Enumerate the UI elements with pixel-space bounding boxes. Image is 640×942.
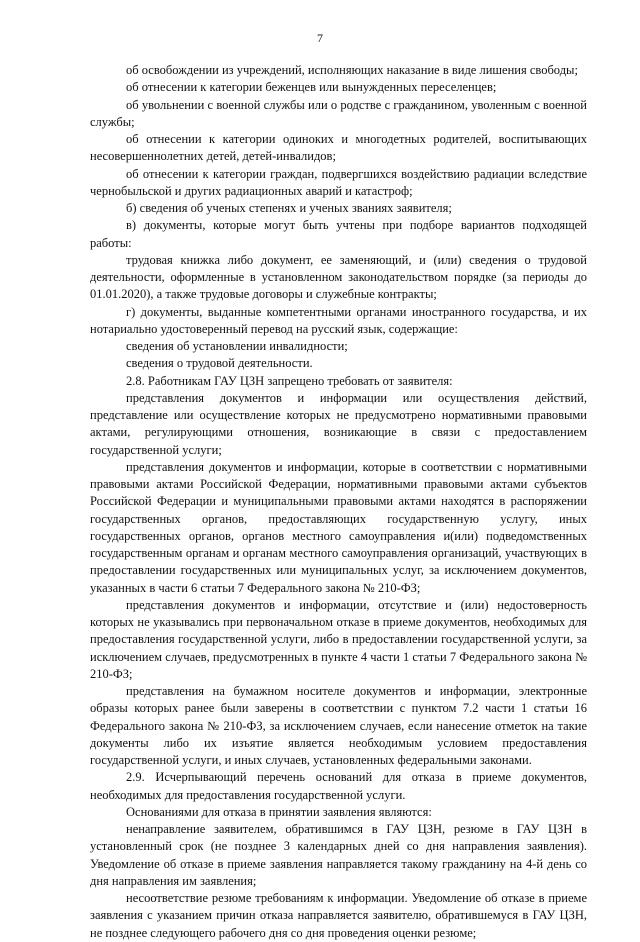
- paragraph: б) сведения об ученых степенях и ученых званиях заявителя;: [126, 201, 452, 215]
- paragraph: об освобождении из учреждений, исполняющих наказание в виде лишения свободы;: [126, 63, 578, 77]
- paragraph: трудовая книжка либо документ, ее заменяющий, и (или) сведения о трудовой деятельности, оформленные в установленном законодательством порядке (за периоды до 01.01.2020), а также трудовые договоры и служебные контракты;: [90, 252, 587, 302]
- paragraph: сведения о трудовой деятельности.: [126, 356, 313, 371]
- paragraph: представления на бумажном носителе документов и информации, электронные образы которых ранее были заверены в соответствии с пунктом 7.2 части 1 статьи 16 Федерального закона № 210-ФЗ, за исключением случаев, если нанесение отметок на такие документы либо их изъятие является необходимым условием предоставления государственной услуги, и иных случаев, установленных федеральными законами.: [90, 684, 587, 767]
- paragraph: Основаниями для отказа в принятии заявления являются:: [126, 804, 432, 819]
- paragraph: об отнесении к категории одиноких и многодетных родителей, воспитывающих несовершеннолетних детей, детей-инвалидов;: [90, 132, 587, 164]
- document-body: [90, 62, 587, 942]
- paragraph: сведения об установлении инвалидности;: [126, 339, 348, 353]
- paragraph: несоответствие резюме требованиям к информации. Уведомление об отказе в приеме заявления с указанием причин отказа направляется заявителю, обратившемуся в ГАУ ЦЗН, не позднее следующего рабочего дня со дня проведения оценки резюме;: [90, 891, 587, 940]
- paragraph: ненаправление заявителем, обратившимся в ГАУ ЦЗН, резюме в ГАУ ЦЗН в установленный срок (не позднее 3 календарных дней со дня направления заявления). Уведомление об отказе в приеме заявления направляется такому гражданину на 4-й день со дня направления им заявления;: [90, 822, 587, 888]
- paragraph: представления документов и информации, отсутствие и (или) недостоверность которых не указывались при первоначальном отказе в приеме документов, необходимых для предоставления государственной услуги, либо в предоставлении государственной услуги, за исключением случаев, предусмотренных в пункте 4 части 1 статьи 7 Федерального закона № 210-ФЗ;: [90, 597, 587, 681]
- paragraph: об увольнении с военной службы или о родстве с гражданином, уволенным с военной службы;: [90, 97, 587, 129]
- section-heading-2-8: 2.8. Работникам ГАУ ЦЗН запрещено требовать от заявителя:: [126, 373, 453, 388]
- paragraph: об отнесении к категории граждан, подвергшихся воздействию радиации вследствие чернобыльской и других радиационных аварий и катастроф;: [90, 166, 587, 198]
- paragraph: представления документов и информации или осуществления действий, представление или осуществление которых не предусмотрено нормативными правовыми актами, регулирующими отношения, возникающие в связи с предоставлением государственной услуги;: [90, 390, 587, 457]
- section-heading-2-9: 2.9. Исчерпывающий перечень оснований для отказа в приеме документов, необходимых для предоставления государственной услуги.: [90, 770, 587, 802]
- page-number: 7: [317, 31, 323, 45]
- paragraph: в) документы, которые могут быть учтены при подборе вариантов подходящей работы:: [90, 218, 587, 250]
- paragraph: представления документов и информации, которые в соответствии с нормативными правовыми актами Российской Федерации, нормативными правовыми актами субъектов Российской Федерации и муниципальными правовыми актами находятся в распоряжении государственных органов, предоставляющих государственную услугу, иных государственных органов, органов местного самоуправления и(или) подведомственных государственным органам и органам местного самоуправления организаций, участвующих в предоставлении государственных или муниципальных услуг, за исключением документов, указанных в части 6 статьи 7 Федерального закона № 210-ФЗ;: [90, 459, 587, 595]
- paragraph: г) документы, выданные компетентными органами иностранного государства, и их нотариально удостоверенный перевод на русский язык, содержащие:: [90, 304, 587, 336]
- paragraph: об отнесении к категории беженцев или вынужденных переселенцев;: [126, 80, 497, 95]
